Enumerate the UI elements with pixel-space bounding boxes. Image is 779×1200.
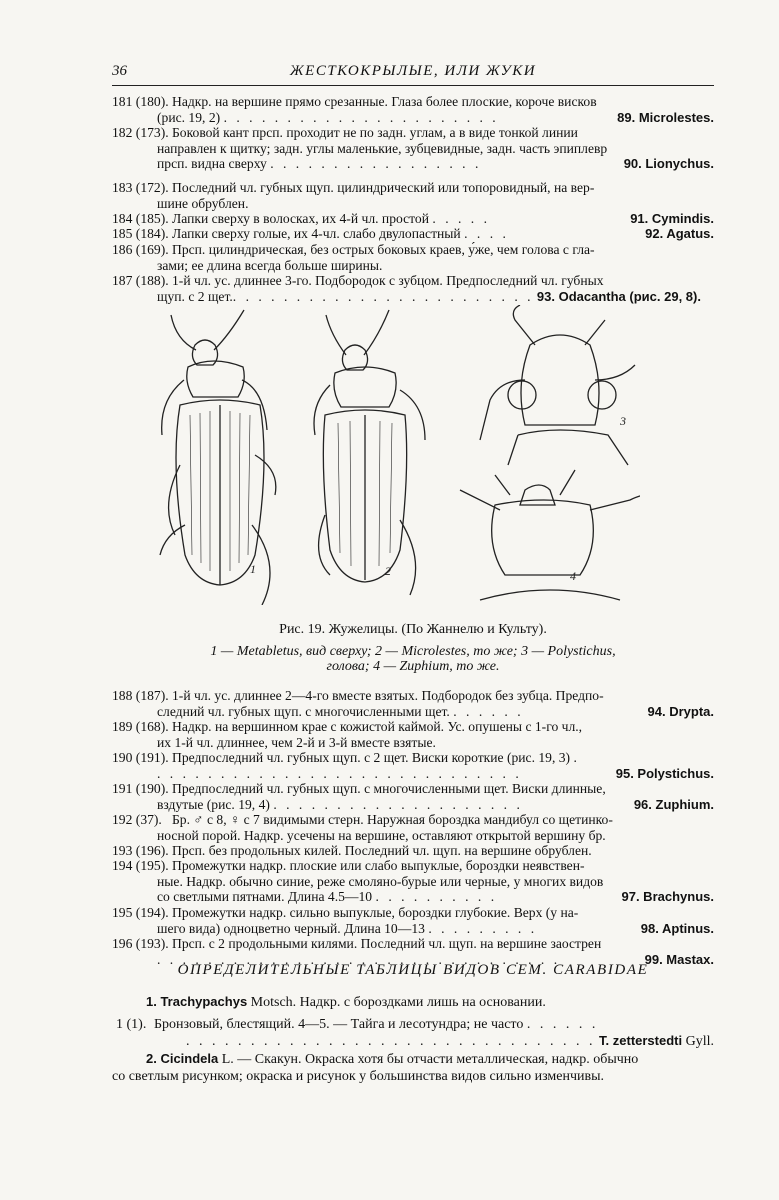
key-couplet-195: [112, 905, 714, 936]
couplet-text: Лапки сверху голые, их 4-чл. слабо двулопастный . . . . 92. Agatus.: [172, 226, 714, 241]
couplet-text: Прсп. цилиндрическая, без острых боковых краев, у́же, чем голова с гла-: [172, 242, 595, 257]
couplet-text: Лапки сверху в волосках, их 4-й чл. простой . . . . . 91. Cymindis.: [172, 211, 714, 226]
couplet-line: . . . . . . . . . . . . . . . . . . . . . . . . . . . . . . . . T. zetterstedti Gyll.: [186, 1033, 714, 1049]
genus-trachypachys: 1. Trachypachys Motsch. Надкр. с бороздками лишь на основании.: [146, 994, 546, 1010]
couplet-line: шине обрублен.: [157, 195, 249, 211]
couplet-number: 191 (190).: [112, 781, 169, 796]
figure-caption-title: Рис. 19. Жужелицы. (По Жаннелю и Культу).: [279, 622, 547, 637]
couplet-number: 187 (188).: [112, 273, 169, 288]
couplet-text: 1-й чл. ус. длиннее 2—4-го вместе взятых. Подбородок без зубца. Предпо-: [172, 688, 604, 703]
figure-label-1: 1: [250, 562, 256, 576]
key-couplet-182: [112, 125, 714, 172]
couplet-line: их 1-й чл. длиннее, чем 2-й и 3-й вместе взятые.: [157, 734, 436, 750]
figure-label-2: 2: [385, 564, 391, 578]
couplet-number: 188 (187).: [112, 688, 169, 703]
species-zetterstedti: [112, 1017, 714, 1050]
beetle-figure: [140, 305, 640, 605]
couplet-text: Промежутки надкр. плоские или слабо выпуклые, бороздки неявствен-: [172, 858, 585, 873]
couplet-line: носной порой. Надкр. усечены на вершине, оставляют открытой вершину бр.: [157, 827, 606, 843]
couplet-number: 1 (1).: [116, 1017, 147, 1032]
key-couplet-184: [112, 211, 714, 227]
couplet-number: 183 (172).: [112, 180, 169, 195]
couplet-line: щуп. с 2 щет.. . . . . . . . . . . . . . . . . . . . . . . . 93. Odacantha (рис. 29, 8).: [157, 288, 701, 304]
beetle-2-microlestes: [314, 310, 425, 595]
couplet-number: 192 (37).: [112, 812, 162, 827]
section-title: ОПРЕДЕЛИТЕЛЬНЫЕ ТАБЛИЦЫ ВИДОВ СЕМ. CARABIDAE: [177, 962, 649, 978]
couplet-line: шего вида) одноцветно черный. Длина 10—13 . . . . . . . . . 98. Aptinus.: [157, 920, 714, 936]
couplet-line: . . . . . . . . . . . . . . . . . . . . . . . . . . . . . . . . 99. Mastax.: [157, 951, 714, 967]
running-header: [112, 63, 714, 86]
figure-caption-line1: 1 — Metabletus, вид сверху; 2 — Microlestes, то же; 3 — Polystichus,: [210, 644, 616, 659]
couplet-number: 195 (194).: [112, 905, 169, 920]
couplet-number: 181 (180).: [112, 94, 169, 109]
head-3-polystichus: [480, 305, 635, 465]
couplet-text: Предпоследний чл. губных щуп. с 2 щет. Виски короткие (рис. 19, 3) .: [172, 750, 577, 765]
key-couplet-187: [112, 273, 714, 304]
couplet-number: 194 (195).: [112, 858, 169, 873]
couplet-text: Прсп. без продольных килей. Последний чл. щуп. на вершине обрублен.: [172, 843, 592, 858]
couplet-number: 184 (185).: [112, 211, 169, 226]
key-couplet-190: [112, 750, 714, 781]
couplet-text: Надкр. на вершине прямо срезанные. Глаза более плоские, короче висков: [172, 94, 597, 109]
couplet-number: 190 (191).: [112, 750, 169, 765]
head-4-zuphium: [460, 470, 640, 600]
couplet-line: прсп. видна сверху . . . . . . . . . . . . . . . . . 90. Lionychus.: [157, 156, 714, 172]
figure-label-4: 4: [570, 569, 576, 583]
couplet-text: Прсп. с 2 продольными килями. Последний чл. щуп. на вершине заострен: [172, 936, 602, 951]
key-couplet-194: [112, 858, 714, 905]
couplet-line: со светлыми пятнами. Длина 4.5—10 . . . . . . . . . . 97. Brachynus.: [157, 889, 714, 905]
key-couplet-189: [112, 719, 714, 750]
figure-caption-line2: голова; 4 — Zuphium, то же.: [326, 659, 500, 674]
couplet-line: направлен к щитку; задн. углы маленькие, зубцевидные, задн. часть эпиплевр: [157, 140, 608, 156]
figure-label-3: 3: [620, 414, 626, 428]
couplet-text: Бронзовый, блестящий. 4—5. — Тайга и лесотундра; не часто . . . . . .: [154, 1017, 599, 1032]
couplet-line: следний чл. губных щуп. с многочисленными щет. . . . . . . 94. Drypta.: [157, 703, 714, 719]
couplet-number: 186 (169).: [112, 242, 169, 257]
couplet-line: зами; ее длина всегда больше ширины.: [157, 257, 383, 273]
genus-cicindela: 2. Cicindela L. — Скакун. Окраска хотя бы отчасти металлическая, надкр. обычно со светлым рисунком; окраска и рисунок у большинства видов сильно изменчивы.: [112, 1051, 639, 1084]
couplet-line: ные. Надкр. обычно синие, реже смоляно-бурые или черные, у многих видов: [157, 873, 604, 889]
key-couplet-186: [112, 242, 714, 273]
couplet-text: 1-й чл. ус. длиннее 3-го. Подбородок с зубцом. Предпоследний чл. губных: [172, 273, 604, 288]
page-number: 36: [112, 63, 127, 79]
key-couplet-193: [112, 843, 714, 859]
couplet-text: Надкр. на вершинном крае с кожистой каймой. Ус. опушены с 1-го чл.,: [172, 719, 583, 734]
key-couplet-192: [112, 812, 714, 843]
couplet-text: Боковой кант прсп. проходит не по задн. углам, а в виде тонкой линии: [172, 125, 578, 140]
couplet-number: 189 (168).: [112, 719, 169, 734]
couplet-number: 196 (193).: [112, 936, 169, 951]
key-couplet-191: [112, 781, 714, 812]
couplet-number: 185 (184).: [112, 226, 169, 241]
key-couplet-183: [112, 180, 714, 211]
header-title: ЖЕСТКОКРЫЛЫЕ, ИЛИ ЖУКИ: [289, 63, 537, 79]
couplet-text: Бр. ♂ с 8, ♀ с 7 видимыми стерн. Наружная бороздка мандибул со щетинко-: [172, 812, 613, 827]
couplet-number: 182 (173).: [112, 125, 169, 140]
couplet-line: . . . . . . . . . . . . . . . . . . . . . . . . . . . . . 95. Polystichus.: [157, 765, 714, 781]
key-couplet-185: [112, 226, 714, 242]
key-couplet-188: [112, 688, 714, 719]
couplet-number: 193 (196).: [112, 843, 169, 858]
couplet-text: Последний чл. губных щуп. цилиндрический или топоровидный, на вер-: [172, 180, 595, 195]
beetle-1-metabletus: [160, 310, 276, 605]
couplet-text: Промежутки надкр. сильно выпуклые, бороздки глубокие. Верх (у на-: [172, 905, 579, 920]
couplet-line: (рис. 19, 2) . . . . . . . . . . . . . . . . . . . . . . 89. Microlestes.: [157, 109, 714, 125]
couplet-line: вздутые (рис. 19, 4) . . . . . . . . . . . . . . . . . . . . 96. Zuphium.: [157, 796, 714, 812]
couplet-text: Предпоследний чл. губных щуп. с многочисленными щет. Виски длинные,: [172, 781, 606, 796]
key-couplet-181: [112, 94, 714, 125]
